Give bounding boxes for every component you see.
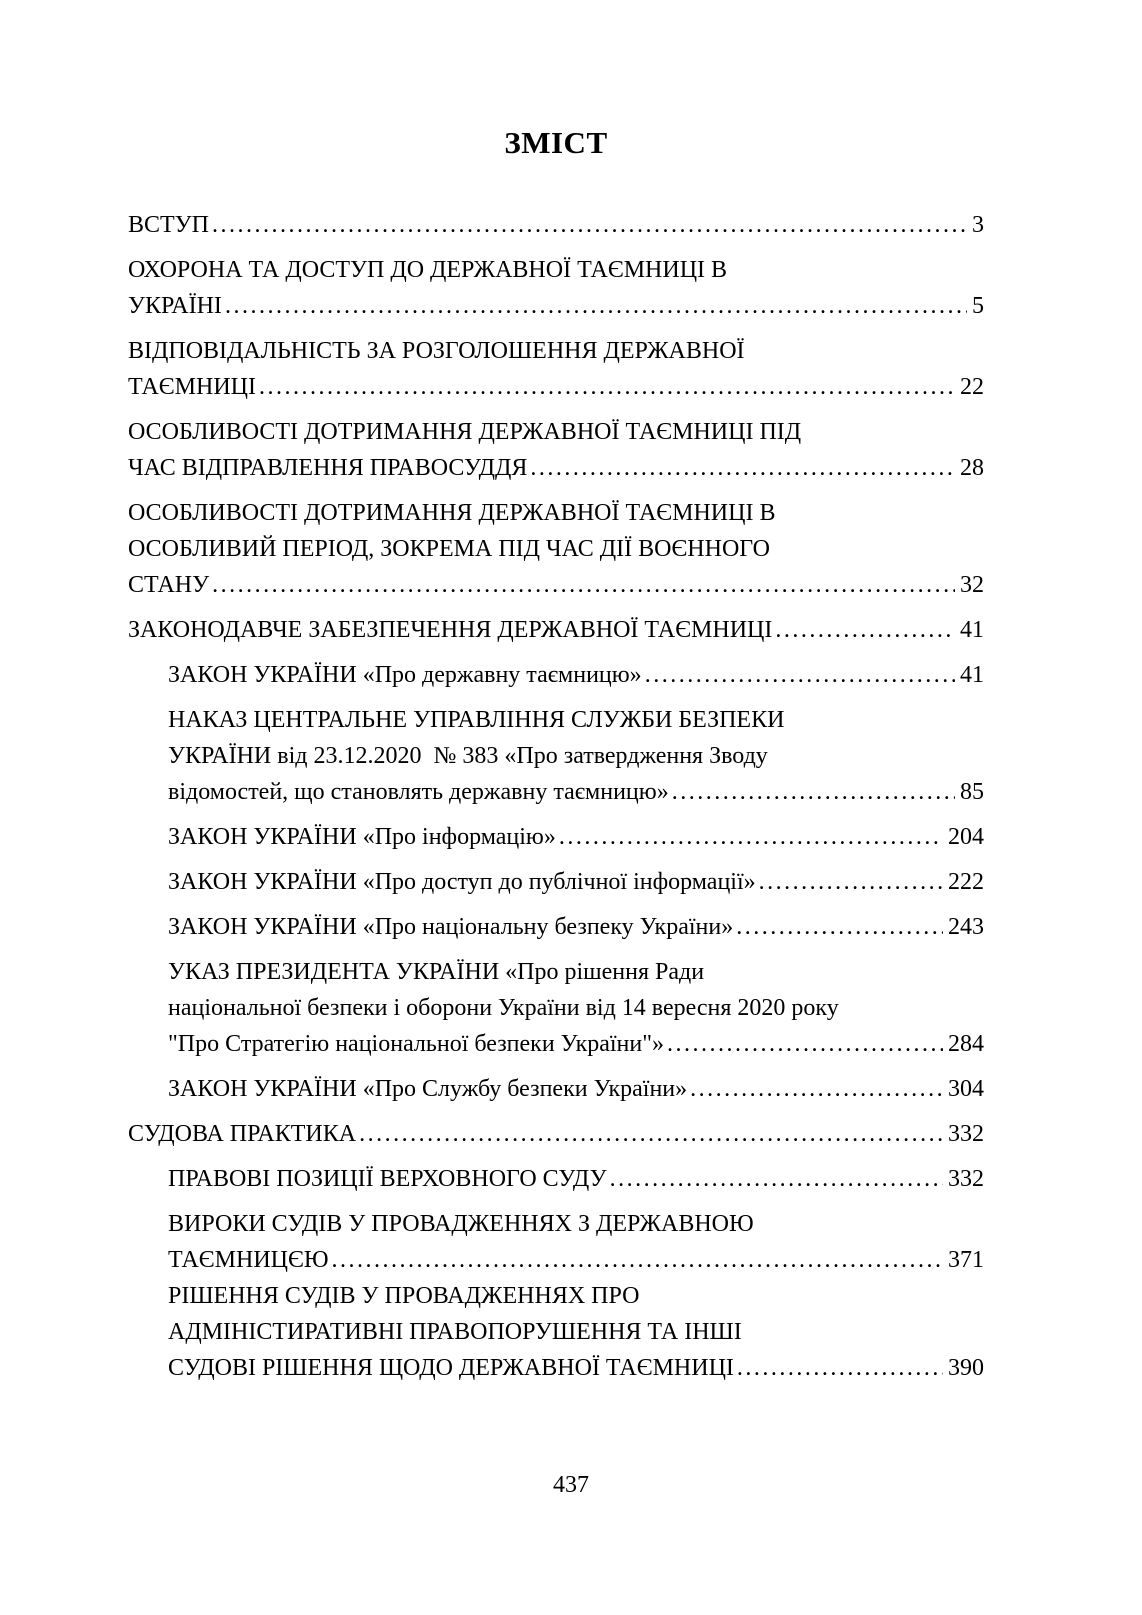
toc-list bbox=[128, 207, 984, 1386]
toc-entry bbox=[128, 702, 984, 810]
footer-page-number: 437 bbox=[553, 1472, 589, 1498]
dot-leader bbox=[212, 207, 967, 243]
toc-entry bbox=[128, 1278, 984, 1386]
toc-entry-text: ВСТУП bbox=[128, 212, 209, 238]
toc-entry-text: ЗАКОН УКРАЇНИ «Про інформацію» bbox=[168, 824, 556, 850]
toc-entry-last-line bbox=[168, 864, 984, 900]
dot-leader bbox=[530, 450, 955, 486]
toc-title: ЗМІСТ bbox=[504, 125, 608, 160]
toc-entry-line: ОХОРОНА ТА ДОСТУП ДО ДЕРЖАВНОЇ ТАЄМНИЦІ В bbox=[128, 257, 728, 283]
toc-entry-line: ОСОБЛИВОСТІ ДОТРИМАННЯ ДЕРЖАВНОЇ ТАЄМНИЦІ В bbox=[128, 500, 776, 526]
toc-entry-page-number: 243 bbox=[948, 914, 984, 940]
toc-entry-line: ВІДПОВІДАЛЬНІСТЬ ЗА РОЗГОЛОШЕННЯ ДЕРЖАВНОЇ bbox=[128, 338, 745, 364]
toc-entry-text: СУДОВА ПРАКТИКА bbox=[128, 1121, 357, 1147]
toc-entry-page-number: 41 bbox=[960, 617, 984, 643]
dot-leader bbox=[225, 288, 967, 324]
toc-entry-text: ЧАС ВІДПРАВЛЕННЯ ПРАВОСУДДЯ bbox=[128, 455, 528, 481]
dot-leader bbox=[737, 1350, 943, 1386]
toc-entry bbox=[128, 819, 984, 855]
dot-leader bbox=[332, 1242, 944, 1278]
toc-entry bbox=[128, 1071, 984, 1107]
dot-leader bbox=[690, 1071, 943, 1107]
dot-leader bbox=[610, 1161, 943, 1197]
dot-leader bbox=[736, 909, 943, 945]
toc-entry-last-line bbox=[168, 657, 984, 693]
toc-entry-last-line bbox=[128, 567, 984, 603]
toc-entry-page-number: 222 bbox=[948, 869, 984, 895]
dot-leader bbox=[775, 612, 955, 648]
toc-entry-last-line bbox=[128, 369, 984, 405]
toc-entry-text: ЗАКОН УКРАЇНИ «Про державну таємницю» bbox=[168, 662, 642, 688]
toc-entry-line: ОСОБЛИВОСТІ ДОТРИМАННЯ ДЕРЖАВНОЇ ТАЄМНИЦІ ПІД bbox=[128, 419, 802, 445]
toc-entry-text: ЗАКОН УКРАЇНИ «Про національну безпеку України» bbox=[168, 914, 734, 940]
dot-leader bbox=[559, 819, 943, 855]
toc-entry-last-line bbox=[128, 288, 984, 324]
toc-entry-page-number: 332 bbox=[948, 1121, 984, 1147]
toc-entry bbox=[128, 1206, 984, 1278]
toc-entry-last-line bbox=[128, 1116, 984, 1152]
toc-entry-line: ОСОБЛИВИЙ ПЕРІОД, ЗОКРЕМА ПІД ЧАС ДІЇ ВОЄННОГО bbox=[128, 536, 770, 562]
toc-entry-line: НАКАЗ ЦЕНТРАЛЬНЕ УПРАВЛІННЯ СЛУЖБИ БЕЗПЕКИ bbox=[168, 707, 785, 733]
dot-leader bbox=[645, 657, 955, 693]
toc-entry bbox=[128, 414, 984, 486]
toc-entry-last-line bbox=[168, 1026, 984, 1062]
toc-entry bbox=[128, 864, 984, 900]
toc-entry-page-number: 41 bbox=[960, 662, 984, 688]
toc-entry-page-number: 284 bbox=[948, 1031, 984, 1057]
toc-entry-page-number: 304 bbox=[948, 1076, 984, 1102]
toc-entry-page-number: 5 bbox=[972, 293, 984, 319]
toc-entry bbox=[128, 1116, 984, 1152]
toc-entry-last-line bbox=[168, 1350, 984, 1386]
toc-entry-text: ЗАКОН УКРАЇНИ «Про Службу безпеки України» bbox=[168, 1076, 688, 1102]
toc-entry-last-line bbox=[128, 207, 984, 243]
toc-entry-page-number: 32 bbox=[960, 572, 984, 598]
toc-entry-page-number: 85 bbox=[960, 779, 984, 805]
toc-entry-line: УКРАЇНИ від 23.12.2020 № 383 «Про затвердження Зводу bbox=[168, 743, 768, 769]
toc-entry-last-line bbox=[168, 1161, 984, 1197]
toc-entry-last-line bbox=[168, 1071, 984, 1107]
dot-leader bbox=[359, 1116, 943, 1152]
toc-entry-page-number: 390 bbox=[948, 1355, 984, 1381]
toc-entry-text: СУДОВІ РІШЕННЯ ЩОДО ДЕРЖАВНОЇ ТАЄМНИЦІ bbox=[168, 1355, 734, 1381]
toc-entry-last-line bbox=[128, 612, 984, 648]
toc-entry-line: національної безпеки і оборони України від 14 вересня 2020 року bbox=[168, 995, 839, 1021]
toc-entry-text: ТАЄМНИЦІ bbox=[128, 374, 256, 400]
toc-entry-text: ЗАКОНОДАВЧЕ ЗАБЕЗПЕЧЕННЯ ДЕРЖАВНОЇ ТАЄМНИЦІ bbox=[128, 617, 773, 643]
toc-entry-page-number: 3 bbox=[972, 212, 984, 238]
toc-entry-text: відомостей, що становлять державну таємницю» bbox=[168, 779, 669, 805]
toc-entry bbox=[128, 657, 984, 693]
toc-entry-page-number: 332 bbox=[948, 1166, 984, 1192]
toc-entry-last-line bbox=[168, 1242, 984, 1278]
dot-leader bbox=[672, 774, 955, 810]
toc-entry bbox=[128, 495, 984, 603]
toc-entry-text: "Про Стратегію національної безпеки України"» bbox=[168, 1031, 665, 1057]
toc-entry-text: ТАЄМНИЦЄЮ bbox=[168, 1247, 329, 1273]
toc-entry-text: ЗАКОН УКРАЇНИ «Про доступ до публічної інформації» bbox=[168, 869, 756, 895]
toc-entry-page-number: 371 bbox=[948, 1247, 984, 1273]
toc-entry bbox=[128, 612, 984, 648]
dot-leader bbox=[259, 369, 955, 405]
toc-entry-last-line bbox=[168, 774, 984, 810]
toc-entry-last-line bbox=[168, 909, 984, 945]
toc-entry bbox=[128, 252, 984, 324]
toc-entry bbox=[128, 1161, 984, 1197]
toc-entry-line: ВИРОКИ СУДІВ У ПРОВАДЖЕННЯХ З ДЕРЖАВНОЮ bbox=[168, 1211, 754, 1237]
toc-entry-line: РІШЕННЯ СУДІВ У ПРОВАДЖЕННЯХ ПРО bbox=[168, 1283, 640, 1309]
toc-entry-text: ПРАВОВІ ПОЗИЦІЇ ВЕРХОВНОГО СУДУ bbox=[168, 1166, 607, 1192]
toc-entry-last-line bbox=[128, 450, 984, 486]
dot-leader bbox=[759, 864, 943, 900]
toc-entry bbox=[128, 207, 984, 243]
toc-entry bbox=[128, 954, 984, 1062]
toc-entry-page-number: 204 bbox=[948, 824, 984, 850]
toc-entry bbox=[128, 909, 984, 945]
toc-entry-line: УКАЗ ПРЕЗИДЕНТА УКРАЇНИ «Про рішення Ради bbox=[168, 959, 705, 985]
toc-entry bbox=[128, 333, 984, 405]
toc-entry-page-number: 22 bbox=[960, 374, 984, 400]
toc-entry-line: АДМІНІСТИРАТИВНІ ПРАВОПОРУШЕННЯ ТА ІНШІ bbox=[168, 1319, 742, 1345]
toc-entry-page-number: 28 bbox=[960, 455, 984, 481]
toc-entry-text: УКРАЇНІ bbox=[128, 293, 222, 319]
dot-leader bbox=[667, 1026, 943, 1062]
toc-entry-text: СТАНУ bbox=[128, 572, 210, 598]
dot-leader bbox=[212, 567, 955, 603]
toc-entry-last-line bbox=[168, 819, 984, 855]
